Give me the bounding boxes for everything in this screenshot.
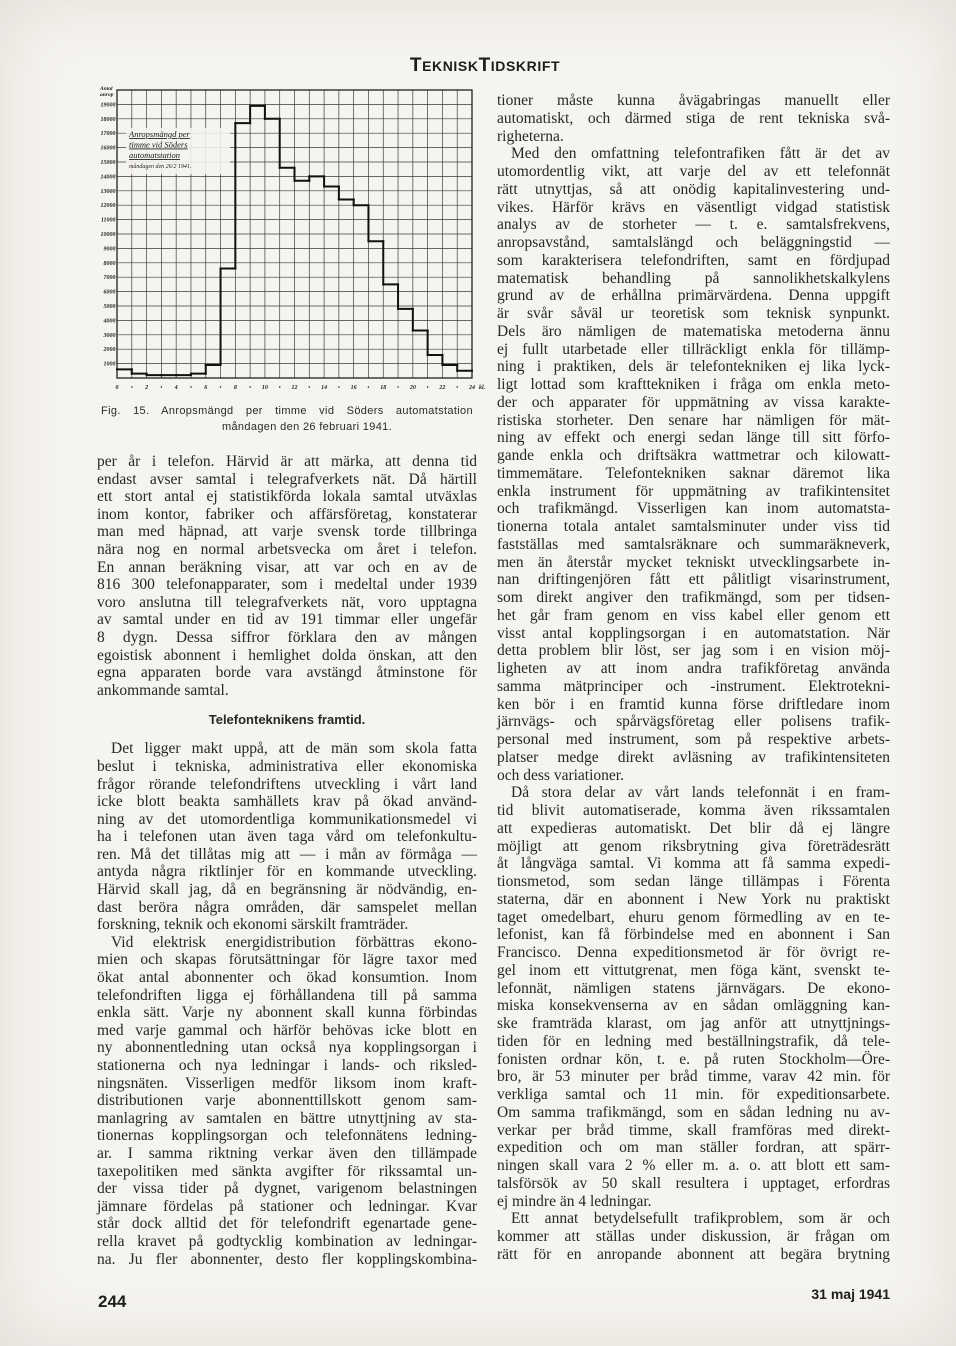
caption-line-1 [101, 403, 473, 419]
text-line: mien och skapas förutsättningar för lägre taxor med [97, 951, 477, 969]
text-line: het går fram genom en viss kabel eller genom ett [497, 606, 890, 624]
x-tick-label: 16 [350, 385, 357, 391]
text-line: antyda några riktlinjer för en kommande utveckling. [97, 863, 477, 881]
x-tick-dot [456, 386, 458, 388]
x-tick-label: 0 [115, 385, 119, 391]
text-line: Vid elektrisk energidistribution förbättras ekono- [111, 933, 477, 951]
text-line: ningen skall vara 2 % eller m. a. o. att blott ett sam- [497, 1157, 890, 1174]
text-line: visst antal kopplingsorgan i en automatstation. När [497, 624, 890, 642]
text-line: frågor rörande telefondriftens utveckling i vårt land [97, 775, 477, 793]
text-line: lefonist, kan få förbindelse med en abonnent i San [497, 926, 890, 944]
text-line: 8 dygn. Dessa siffror förklara den av mången [97, 628, 477, 646]
paragraph [497, 784, 890, 1210]
text-line: Om samma trafikmängd, som en sådan ledning nu av- [497, 1103, 890, 1121]
figure-label: Fig. 15. [101, 405, 150, 417]
text-line: ske framträda klarast, om jag anför att utnyttjnings- [497, 1015, 890, 1032]
text-line: inom kontor, fabriker och affärsföretag, konstaterar [97, 505, 477, 523]
text-line: enkla instrument för uppmätning av trafikintensitet [497, 482, 890, 500]
text-line: nan driftingenjören fått ett pålitligt visarinstrument, [497, 571, 890, 589]
y-axis-label: anrop [100, 92, 114, 98]
x-tick-dot [338, 386, 340, 388]
text-line: ett stort antal ej statistikförda lokala samtal utväxlas [97, 488, 477, 506]
paragraph [97, 934, 477, 1268]
chart-legend [126, 128, 230, 174]
y-tick-label: 7000 [103, 275, 116, 282]
text-line: egna apparaten borde vara avstängd åtminstone för [97, 664, 477, 682]
text-line: ligt lottad som krafttekniken i fråga om enkla meto- [497, 376, 890, 393]
text-line: järnvägs- och spårvägsföretag eller polisens trafik- [497, 713, 890, 731]
text-line: ankommande samtal. [97, 681, 229, 699]
x-tick-dot [131, 386, 133, 388]
y-tick-label: 14000 [100, 174, 116, 181]
y-tick-label: 4000 [103, 318, 116, 325]
text-line: med varje gammal och härför behövas icke blott en [97, 1021, 477, 1039]
right-text-column [497, 92, 890, 1264]
text-line: fonisten ordnar kön, t. e. på ruten Stockholm—Öre- [497, 1050, 890, 1068]
text-line: 816 300 telefonapparater, som i medeltal under 1939 [97, 576, 477, 594]
text-line: staterna, där en abonnent i New York nu praktiskt [497, 890, 890, 908]
text-line: ar. I samma riktning verkar även den tillämpade [97, 1144, 477, 1162]
text-line: ken bör i en framtid kunna förse driftledare inom [497, 695, 890, 713]
y-tick-label: 6000 [103, 289, 116, 296]
x-tick-label: 24 [469, 385, 475, 391]
y-tick-label: 5000 [103, 304, 116, 310]
text-line: som karakterisera telefondriften, samt en fördjupad [497, 251, 890, 269]
text-line: platser medge direkt avläsning av trafikintensiteten [497, 748, 890, 766]
text-line: der vissa tider på dygnet, varigenom belastningen [97, 1180, 477, 1198]
text-line: vikes. Härför krävs en väsentligt vidgad statistisk [497, 198, 890, 216]
y-tick-label: 9000 [103, 246, 116, 253]
text-line: Dels äro nämligen de matematiska metoderna ännu [497, 322, 890, 340]
text-line: talsförsök av 50 skall resultera i upptaget, erfordras [497, 1174, 890, 1192]
text-line: icke blott beakta samhällets krav på ökad använd- [97, 793, 477, 811]
text-line: ej fullt utarbetade eller tillräckligt enkla för tillämp- [497, 340, 890, 358]
text-line: kommer att ställas under diskussion, är frågan om [497, 1228, 890, 1245]
text-line: telefondriften ligga ej förhållandena till på samma [97, 986, 477, 1004]
text-line: tionernas kopplingsorgan och telefonnätens ledning- [97, 1127, 477, 1145]
text-line: ren. Må det tillåtas mig att — i mån av förmåga — [97, 845, 477, 863]
y-tick-label: 1000 [103, 361, 116, 368]
legend-line: Anropsmängd per [129, 129, 190, 139]
y-tick-label: 16000 [100, 145, 116, 152]
text-line: utomordentlig vikt, att varje del av ett telefonnät [497, 163, 890, 180]
text-line: automatiskt, och därmed stiga de rent tekniska svå- [497, 109, 890, 127]
paragraph [497, 1210, 890, 1263]
x-tick-dot [368, 386, 370, 388]
text-line: samma mätprinciper och -instrument. Elektrotekni- [497, 677, 890, 695]
journal-masthead [385, 55, 585, 77]
x-tick-dot [220, 386, 222, 388]
text-line: nära nog en normal arbetsvecka om året i telefon. [97, 540, 477, 558]
text-line: miska konsekvenserna av en sådan omläggning kan- [497, 997, 890, 1015]
caption-text-2: måndagen den 26 februari 1941. [221, 421, 393, 433]
text-line: manlagring av samtalen en bättre utnyttjning av sta- [97, 1109, 477, 1127]
text-line: Då stora delar av vårt lands telefonnät i en fram- [511, 784, 890, 802]
calls-per-hour-chart [100, 84, 490, 396]
x-tick-label: 22 [439, 385, 446, 391]
text-line: anropsavstånd, samtalslängd och beläggningstid — [497, 234, 890, 251]
section-heading: Telefonteknikens framtid. [208, 712, 366, 728]
text-line: gel inom ett vittutgrenat, men föga känt, svenskt te- [497, 961, 890, 979]
paragraph [97, 740, 477, 934]
x-tick-label: 2 [145, 385, 149, 391]
x-tick-label: 6 [204, 385, 208, 391]
text-line: taxepolitiken med sänkta avgifter för rikssamtal un- [97, 1162, 477, 1180]
x-tick-dot [427, 386, 429, 388]
text-line: man med häpnad, att varje svensk torde tillbringa [97, 523, 477, 541]
x-tick-label: 14 [321, 385, 328, 391]
x-tick-dot [190, 386, 192, 388]
legend-line: timme vid Söders [129, 139, 188, 150]
text-line: egoistisk abonnent i hemlighet dolda önskan, att den [97, 646, 477, 664]
text-line: stationerna och nya ledningar i lands- och riksled- [97, 1057, 477, 1074]
text-line: personal med instrument, som på respektive arbets- [497, 731, 890, 748]
text-line: tionsmetod, som sedan länge tillämpas i Förenta [497, 873, 890, 890]
text-line: taget omedelbart, ehuru genom förmedling av en te- [497, 908, 890, 926]
text-line: na. Ju fler abonnenter, desto fler kopplingskombina- [97, 1250, 477, 1268]
text-line: och trafikmängd. Visserligen kan inom automatsta- [497, 500, 890, 518]
text-line: En annan beräkning visar, att var och en av de [97, 558, 477, 576]
x-axis-label: kl. [479, 385, 486, 391]
paragraph [497, 92, 890, 145]
text-line: tiden för en ledning med beställningstrafik, då tele- [497, 1032, 890, 1050]
text-line: ningsnäten. Visserligen medför liksom inom kraft- [97, 1074, 477, 1092]
text-line: distributionen varje abonnenttillskott genom sam- [97, 1092, 477, 1110]
text-line: åt långväga samtal. Vi komma att få samma expedi- [497, 855, 890, 873]
text-line: voro anslutna till telegrafverkets nät, voro upptagna [97, 593, 477, 611]
text-line: och dess variationer. [497, 766, 624, 784]
x-tick-dot [161, 386, 163, 388]
y-tick-label: 11000 [100, 217, 116, 224]
text-line: beslut i tekniska, administrativa eller ekonomiska [97, 757, 477, 775]
text-line: ökat antal abonnenter och ökad konsumtion. Inom [97, 969, 477, 987]
text-line: ej mindre än 4 ledningar. [497, 1192, 652, 1210]
text-line: verkliga samtal och 11 min. för expeditionsarbete. [497, 1086, 890, 1103]
y-tick-label: 2000 [103, 347, 116, 354]
y-tick-label: 19000 [100, 102, 116, 109]
text-line: som direkt angiver den trafikmängd, som per tidsen- [497, 589, 890, 606]
text-line: jämnare fördelas på stationer och ledningar. Kvar [97, 1197, 477, 1215]
masthead-word-1: TEKNISK [409, 55, 479, 76]
text-line: rätt utnyttjas, så att onödig kapitalinvestering und- [497, 180, 890, 198]
x-tick-dot [249, 386, 251, 388]
x-tick-label: 18 [380, 385, 387, 391]
x-tick-label: 8 [233, 385, 237, 391]
text-line: är svår såväl ur teoretisk som teknisk synpunkt. [497, 305, 890, 322]
text-line: der och apparater för uppmätning av vissa karakte- [497, 393, 890, 411]
x-tick-label: 10 [261, 385, 268, 391]
left-text-column [97, 453, 477, 1268]
figure-caption [101, 403, 473, 435]
text-line: tid blivit automatiserade, komma även rikssamtalen [497, 802, 890, 819]
text-line: gande enkla och driftsäkra wattmetrar och kilowatt- [497, 447, 890, 464]
y-tick-label: 12000 [100, 203, 116, 210]
text-line: Härvid skall jag, då en begränsning är nödvändig, en- [97, 881, 477, 899]
y-tick-label: 3000 [103, 332, 116, 339]
x-tick-dot [308, 386, 310, 388]
masthead-word-2: TIDSKRIFT [478, 55, 561, 76]
text-line: expedition och om man ställer fordran, att spärr- [497, 1139, 890, 1157]
text-line: står dock alltid det för telefondrift egenartade gene- [97, 1215, 477, 1233]
caption-text-1: Anropsmängd per timme vid Söders automatstation [161, 405, 473, 417]
x-tick-dot [397, 386, 399, 388]
text-line: lefonnät, nämligen statens järnvägars. De ekono- [497, 979, 890, 997]
text-line: ligheten av att inom andra trafikföretag använda [497, 660, 890, 677]
y-tick-label: 13000 [100, 188, 116, 195]
x-tick-label: 20 [409, 385, 416, 391]
paragraph [97, 453, 477, 699]
text-line: bro, är 53 minuter per bråd timme, varav 42 min. för [497, 1068, 890, 1086]
text-line: forskning, teknik och ekonomi särskilt framträder. [97, 916, 409, 934]
text-line: ristiska storheter. Den senare har nämligen för mät- [497, 411, 890, 429]
x-tick-label: 12 [291, 385, 298, 391]
text-line: grund av de erhållna primärvärdena. Denna uppgift [497, 287, 890, 305]
y-tick-label: 15000 [100, 160, 116, 166]
text-line: analys av de storheter — t. e. samtalsfrekvens, [497, 216, 890, 234]
x-tick-dot [279, 386, 281, 388]
text-line: fastställas med samtalsräknare och summaräkneverk, [497, 535, 890, 553]
page-number: 244 [98, 1292, 127, 1311]
x-tick-label: 4 [174, 385, 178, 391]
text-line: möjligt att genom riksbrytning giva företrädesrätt [497, 837, 890, 855]
legend-line: automatstation [129, 150, 181, 160]
text-line: Francisco. Denna expeditionsmetod är för övrigt re- [497, 944, 890, 961]
text-line: ning av effekt och energi sedan länge till sitt förfo- [497, 429, 890, 447]
text-line: rella kravet på godtycklig kombination av ledningar- [97, 1232, 477, 1250]
text-line: ny abonnentledning utan också nya kopplingsorgan i [97, 1039, 477, 1057]
y-tick-label: 8000 [103, 260, 116, 267]
text-line: matematisk behandling på sannolikhetskalkylens [497, 269, 890, 287]
text-line: enkla sätt. Varje ny abonnent skall kunna förbindas [97, 1004, 477, 1022]
text-line: per år i telefon. Härvid är att märka, att denna tid [97, 453, 477, 470]
text-line: tioner måste kunna åvägabringas manuellt eller [497, 92, 890, 109]
y-axis-label: Antal [100, 86, 113, 92]
text-line: ning av det utomordentliga kommunikationsmedel vi [97, 810, 477, 828]
text-line: Det ligger makt uppå, att de män som skola fatta [111, 740, 477, 758]
text-line: men än återstår mycket tekniskt utvecklingsarbete in- [497, 553, 890, 571]
y-tick-label: 17000 [100, 131, 116, 138]
text-line: rätt för en anropande abonnent att begära brytning [497, 1245, 890, 1263]
text-line: dast beröra några områden, där samspelet mellan [97, 898, 477, 916]
text-line: endast avser samtal i telegrafverkets nät. Då härtill [97, 470, 477, 488]
text-line: righeterna. [497, 127, 564, 145]
text-line: av samtal under en tid av 191 timmar eller ungefär [97, 611, 477, 629]
text-line: tionerna totala antalet samtalsminuter under viss tid [497, 518, 890, 535]
text-line: detta problem blir löst, ser jag som i en vision möj- [497, 642, 890, 660]
y-tick-label: 18000 [100, 116, 116, 123]
text-line: timmemätare. Telefontekniken saknar däremot lika [497, 464, 890, 482]
text-line: Med den omfattning telefontrafiken fått är det av [511, 145, 890, 163]
issue-date: 31 maj 1941 [811, 1286, 890, 1302]
legend-line: måndagen den 26/2 1941. [129, 164, 192, 170]
text-line: att expedieras automatiskt. Det blir då ej längre [497, 819, 890, 837]
text-line: ha i telefonen utan även taga vård om telefonkultu- [97, 828, 477, 846]
text-line: verkar per bråd timme, skall framföras med direkt- [497, 1121, 890, 1139]
y-tick-label: 10000 [100, 232, 116, 238]
text-line: Ett annat betydelsefullt trafikproblem, som är och [511, 1210, 890, 1228]
paragraph [497, 145, 890, 784]
text-line: ning i praktiken, dels är telefontekniken ej lika lyck- [497, 358, 890, 376]
